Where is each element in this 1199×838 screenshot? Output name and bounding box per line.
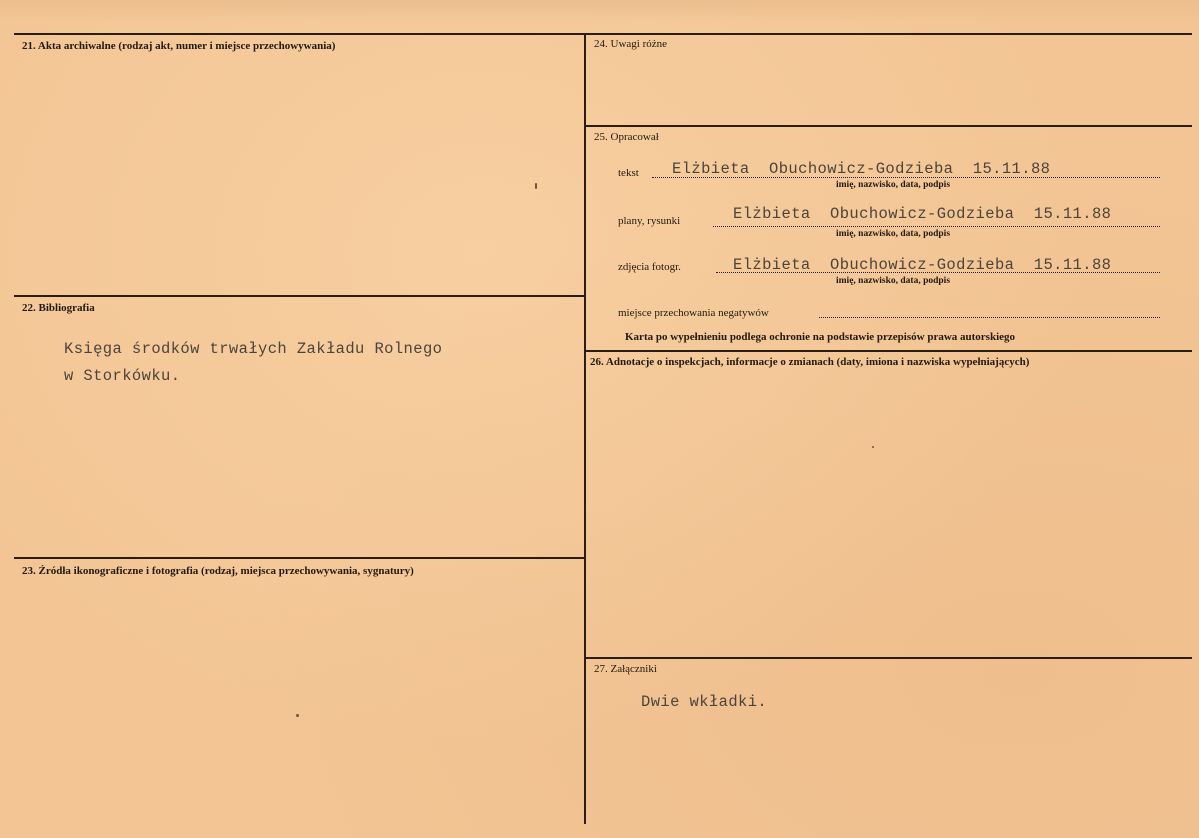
plans-author-caption: imię, nazwisko, data, podpis (836, 229, 951, 239)
plans-author-value: Elżbieta Obuchowicz-Godzieba 15.11.88 (733, 205, 1112, 223)
divider-25-26 (586, 350, 1192, 352)
plans-author-line (713, 226, 1160, 227)
center-divider (584, 34, 586, 824)
divider-26-27 (586, 657, 1192, 659)
negatives-line (819, 317, 1160, 318)
paper-speck (535, 183, 537, 189)
section-21-label: 21. Akta archiwalne (rodzaj akt, numer i miejsce przechowywania) (22, 40, 336, 52)
negatives-label: miejsce przechowania negatywów (618, 307, 769, 319)
attachments-value: Dwie wkładki. (641, 693, 768, 711)
divider-22-23 (14, 557, 584, 559)
section-27-label: 27. Załączniki (594, 663, 657, 675)
divider-24-25 (586, 125, 1192, 127)
text-author-label: tekst (618, 167, 639, 179)
plans-author-label: plany, rysunki (618, 215, 681, 227)
text-author-value: Elżbieta Obuchowicz-Godzieba 15.11.88 (672, 160, 1051, 178)
paper-speck (296, 714, 299, 717)
section-25-label: 25. Opracował (594, 131, 659, 143)
text-author-caption: imię, nazwisko, data, podpis (836, 180, 951, 190)
paper-edge (0, 0, 1199, 22)
top-border (14, 33, 1192, 35)
section-23-label: 23. Źródła ikonograficzne i fotografia (rodzaj, miejsca przechowywania, sygnatury) (22, 565, 414, 577)
section-24-label: 24. Uwagi różne (594, 38, 668, 50)
bibliography-line-2: w Storkówku. (64, 367, 181, 385)
bibliography-line-1: Księga środków trwałych Zakładu Rolnego (64, 340, 443, 358)
photos-author-label: zdjęcia fotogr. (618, 261, 681, 273)
section-26-label: 26. Adnotacje o inspekcjach, informacje o zmianach (daty, imiona i nazwiska wypełniających) (590, 356, 1030, 368)
paper-speck (872, 446, 874, 448)
photos-author-caption: imię, nazwisko, data, podpis (836, 276, 951, 286)
divider-21-22 (14, 295, 584, 297)
copyright-note: Karta po wypełnieniu podlega ochronie na podstawie przepisów prawa autorskiego (625, 331, 1016, 343)
section-22-label: 22. Bibliografia (22, 302, 95, 314)
photos-author-value: Elżbieta Obuchowicz-Godzieba 15.11.88 (733, 256, 1112, 274)
